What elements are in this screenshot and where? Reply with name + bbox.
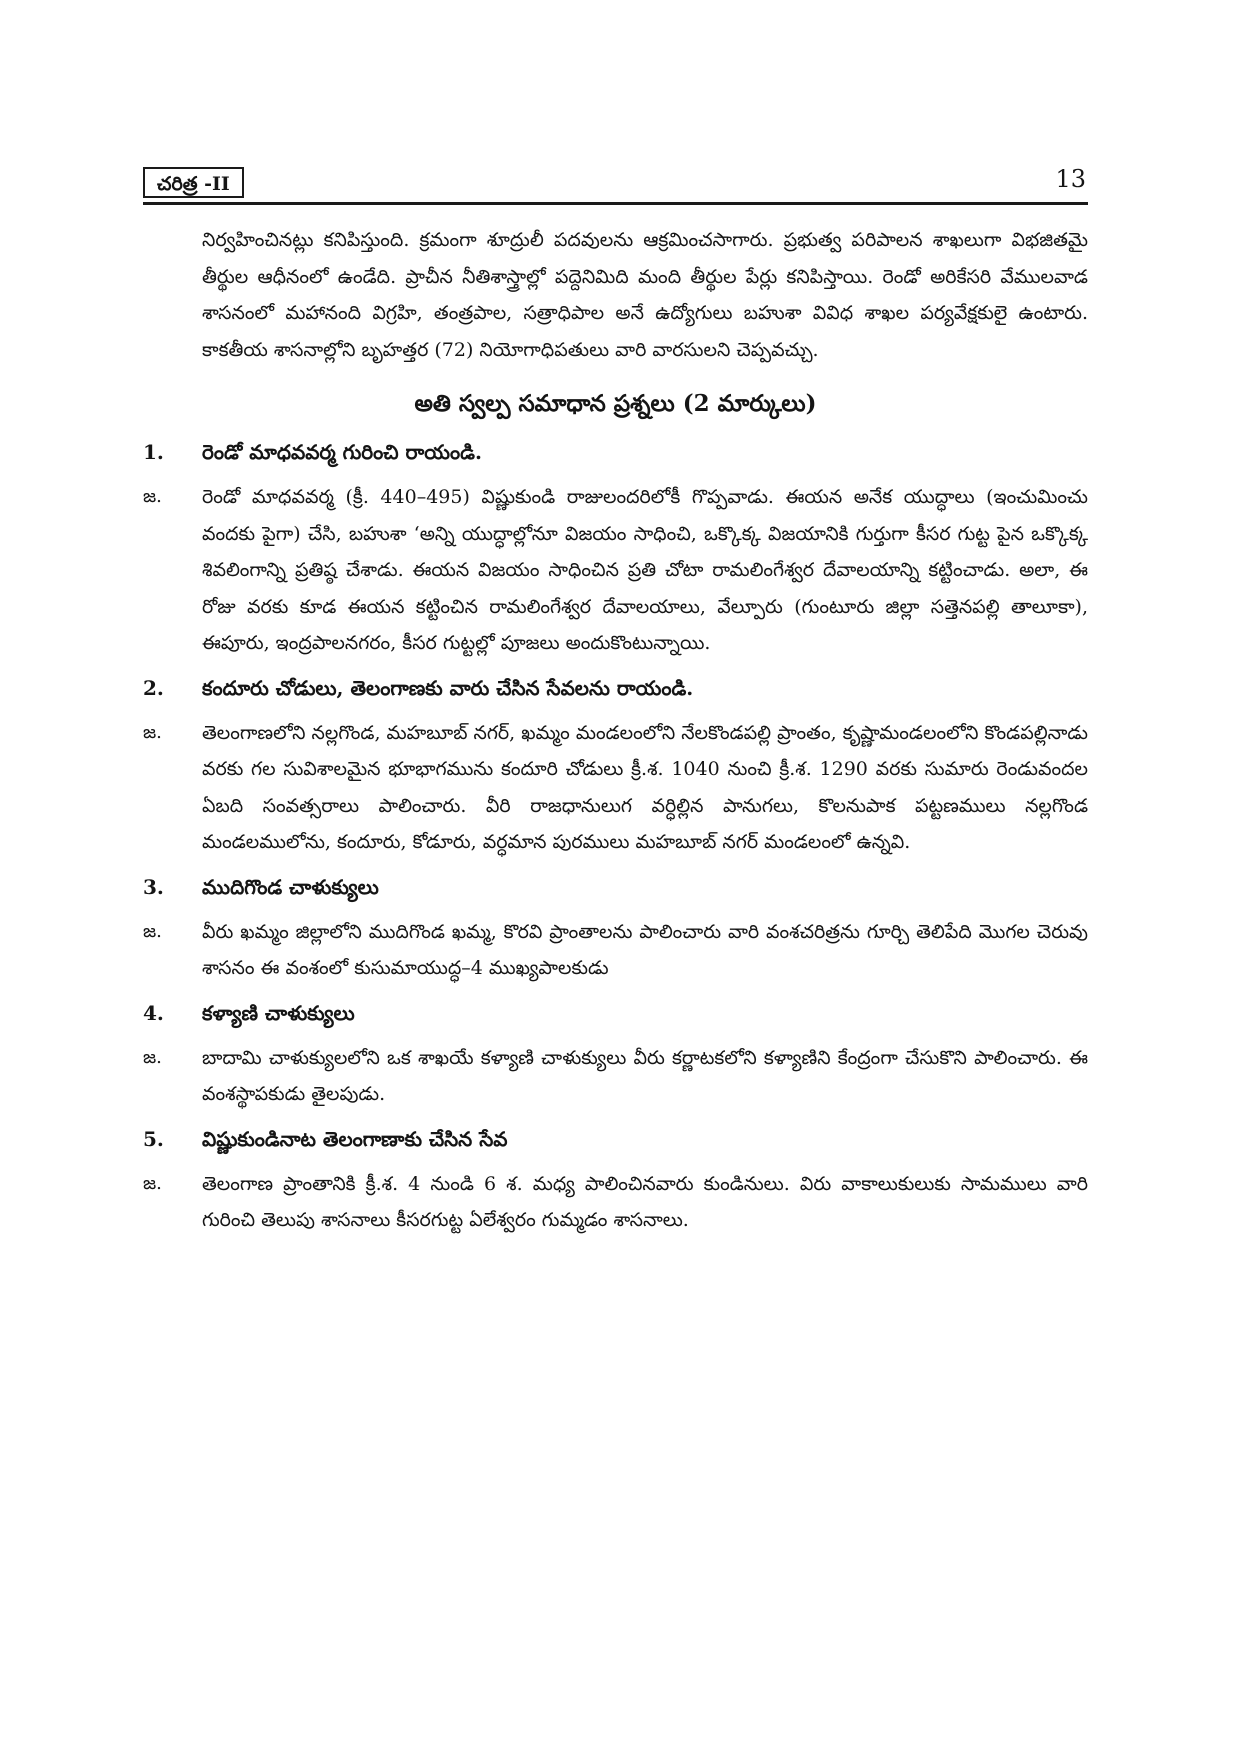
- question-number: 3.: [143, 874, 164, 899]
- page-content: [143, 222, 1088, 1247]
- question-block-3: [143, 869, 1088, 987]
- question-number: 1.: [143, 440, 164, 464]
- question-text: రెండో మాధవవర్మ గురించి రాయండి.: [202, 440, 482, 464]
- question-number: 2.: [143, 675, 164, 700]
- question-number: 5.: [143, 1126, 164, 1151]
- question-text: కందూరు చోడులు, తెలంగాణకు వారు చేసిన సేవలను రాయండి.: [202, 675, 694, 700]
- answer-marker: జ.: [143, 1172, 162, 1194]
- question-block-5: [143, 1121, 1088, 1239]
- answer-text: బాదామి చాళుక్యులలోని ఒక శాఖయే కళ్యాణి చాళుక్యులు వీరు కర్ణాటకలోని కళ్యాణిని కేంద్రంగా చేసుకొని పాలించారు. ఈ వంశస్థాపకుడు తైలపుడు.: [202, 1046, 1088, 1105]
- answer-4: [143, 1040, 1088, 1113]
- question-4: [143, 995, 1088, 1031]
- page-number: 13: [1055, 165, 1086, 193]
- answer-text: వీరు ఖమ్మం జిల్లాలోని ముదిగొండ ఖమ్మ, కొరవి ప్రాంతాలను పాలించారు వారి వంశచరిత్రను గూర్చి తెలిపేది మొగల చెరువు శాసనం ఈ వంశంలో కుసుమాయుద్ధ–4 ముఖ్యపాలకుడు: [202, 920, 1088, 979]
- question-block-4: [143, 995, 1088, 1113]
- answer-2: [143, 715, 1088, 861]
- question-block-1: [143, 434, 1088, 662]
- answer-marker: జ.: [143, 1046, 162, 1068]
- answer-marker: జ.: [143, 721, 162, 743]
- answer-1: [143, 479, 1088, 662]
- subject-label: చరిత్ర -II: [143, 167, 244, 198]
- question-3: [143, 869, 1088, 905]
- page-header: [143, 162, 1088, 205]
- answer-marker: జ.: [143, 920, 162, 942]
- answer-5: [143, 1166, 1088, 1239]
- intro-paragraph: నిర్వహించినట్లు కనిపిస్తుంది. క్రమంగా శూద్రులీ పదవులను ఆక్రమించసాగారు. ప్రభుత్వ పరిపాలన శాఖలుగా విభజితమై తీర్థుల ఆధీనంలో ఉండేది. ప్రాచీన నీతిశాస్త్రాల్లో పద్దెనిమిది మంది తీర్థుల పేర్లు కనిపిస్తాయి. రెండో అరికేసరి వేములవాడ శాసనంలో మహానంది విగ్రహి, తంత్రపాల, సత్రాధిపాల అనే ఉద్యోగులు బహుశా వివిధ శాఖల పర్యవేక్షకులై ఉంటారు. కాకతీయ శాసనాల్లోని బృహత్తర (72) నియోగాధిపతులు వారి వారసులని చెప్పవచ్చు.: [202, 229, 1088, 361]
- question-text: కళ్యాణి చాళుక్యులు: [202, 1000, 355, 1025]
- section-title: అతి స్వల్ప సమాధాన ప్రశ్నలు (2 మార్కులు): [414, 390, 817, 417]
- question-block-2: [143, 670, 1088, 861]
- question-2: [143, 670, 1088, 706]
- answer-marker: జ.: [143, 486, 162, 507]
- question-number: 4.: [143, 1000, 164, 1025]
- question-text: ముదిగొండ చాళుక్యులు: [202, 874, 379, 899]
- answer-text: రెండో మాధవవర్మ (క్రీ. 440–495) విష్ణుకుండి రాజులందరిలోకీ గొప్పవాడు. ఈయన అనేక యుద్ధాలు (ఇంచుమించు వందకు పైగా) చేసి, బహుశా ‘అన్ని యుద్ధాల్లోనూ విజయం సాధించి, ఒక్కొక్క విజయానికి గుర్తుగా కీసర గుట్ట పైన ఒక్కొక్క శివలింగాన్ని ప్రతిష్ఠ చేశాడు. ఈయన విజయం సాధించిన ప్రతి చోటా రామలింగేశ్వర దేవాలయాన్ని కట్టించాడు. అలా, ఈ రోజు వరకు కూడ ఈయన కట్టించిన రామలింగేశ్వర దేవాలయాలు, వేల్పూరు (గుంటూరు జిల్లా సత్తెనపల్లి తాలూకా), ఈపూరు, ఇంద్రపాలనగరం, కీసర గుట్టల్లో పూజలు అందుకొంటున్నాయి.: [202, 486, 1088, 654]
- question-5: [143, 1121, 1088, 1157]
- question-1: [143, 434, 1088, 470]
- answer-3: [143, 914, 1088, 987]
- answer-text: తెలంగాణలోని నల్లగొండ, మహబూబ్ నగర్, ఖమ్మం మండలంలోని నేలకొండపల్లి ప్రాంతం, కృష్ణామండలంలోని కొండపల్లినాడు వరకు గల సువిశాలమైన భూభాగమును కందూరి చోడులు క్రీ.శ. 1040 నుంచి క్రీ.శ. 1290 వరకు సుమారు రెండువందల ఏబది సంవత్సరాలు పాలించారు. వీరి రాజధానులుగ వర్ధిల్లిన పానుగలు, కొలనుపాక పట్టణములు నల్లగొండ మండలములోను, కందూరు, కోడూరు, వర్ధమాన పురములు మహబూబ్ నగర్ మండలంలో ఉన్నవి.: [202, 721, 1088, 853]
- answer-text: తెలంగాణ ప్రాంతానికి క్రీ.శ. 4 నుండి 6 శ. మధ్య పాలించినవారు కుండినులు. విరు వాకాలుకులుకు సామములు వారి గురించి తెలుపు శాసనాలు కీసరగుట్ట ఏలేశ్వరం గుమ్మడం శాసనాలు.: [202, 1172, 1088, 1231]
- question-text: విష్ణుకుండినాట తెలంగాణాకు చేసిన సేవ: [202, 1126, 508, 1151]
